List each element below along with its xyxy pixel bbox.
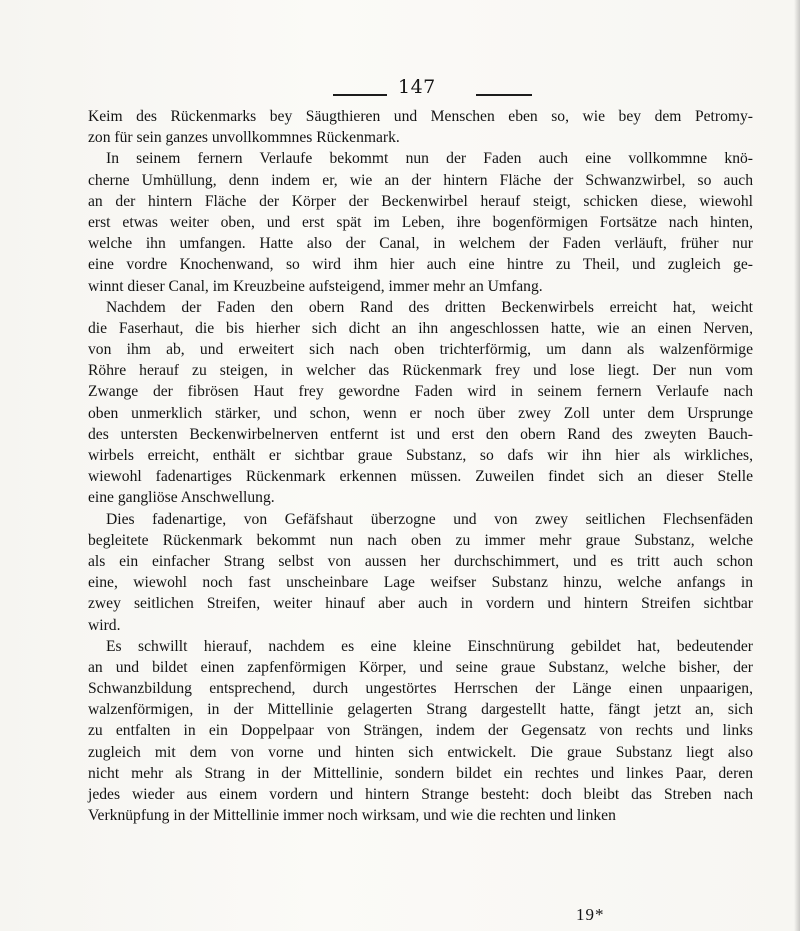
text-line: Es schwillt hierauf, nachdem es eine kleine Einschnürung gebildet hat, bedeutender — [106, 637, 753, 655]
signature-mark: 19* — [576, 905, 605, 924]
text-line: Zwange der fibrösen Haut frey gewordne Faden wird in seinem fernern Verlaufe nach — [88, 383, 753, 401]
text-line: zugleich mit dem von vorne und hinten sich entwickelt. Die graue Substanz liegt also — [88, 743, 753, 761]
page-header — [0, 74, 800, 102]
text-line: Röhre herauf zu steigen, in welcher das Rückenmark frey und lose liegt. Der nun vom — [88, 362, 753, 380]
text-line: von ihm ab, und erweitert sich nach oben trichterförmig, um dann als walzenförmige — [88, 341, 753, 359]
paragraph — [88, 106, 753, 148]
text-line: Dies fadenartige, von Gefäfshaut überzogne und von zwey seitlichen Flechsenfäden — [106, 510, 753, 528]
text-line: an und bildet einen zapfenförmigen Körper, und seine graue Substanz, welche bisher, der — [88, 658, 753, 676]
text-line: zon für sein ganzes unvollkommnes Rückenmark. — [88, 129, 400, 147]
paragraph — [88, 297, 753, 509]
paragraph — [88, 636, 753, 827]
text-line: oben unmerklich stärker, und schon, wenn er noch über zwey Zoll unter dem Ursprunge — [88, 404, 753, 422]
text-line: an der hintern Fläche der Körper der Beckenwirbel herauf steigt, schicken diese, wiewohl — [88, 192, 753, 210]
text-line: eine gangliöse Anschwellung. — [88, 489, 275, 507]
header-rule-left — [333, 94, 387, 96]
text-line: zwey seitlichen Streifen, weiter hinauf aber auch in vordern und hintern Streifen sichtbar — [88, 595, 753, 613]
paragraph — [88, 509, 753, 636]
page-number: 147 — [398, 76, 436, 98]
text-line: jedes wieder aus einem vordern und hintern Strange besteht: doch bleibt das Streben nach — [88, 786, 753, 803]
text-line: eine, wiewohl noch fast unscheinbare Lage weifser Substanz hinzu, welche anfangs in — [88, 574, 753, 592]
text-line: Nachdem der Faden den obern Rand des dritten Beckenwirbels erreicht hat, weicht — [106, 298, 753, 316]
text-line: die Faserhaut, die bis hierher sich dicht an ihn angeschlossen hatte, wie an einen Nerven, — [88, 319, 753, 337]
text-line: welche ihn umfangen. Hatte also der Canal, in welchem der Faden verläuft, früher nur — [88, 235, 753, 253]
text-line: nicht mehr als Strang in der Mittellinie, sondern bildet ein rechtes und linkes Paar, deren — [88, 764, 753, 782]
text-line: begleitete Rückenmark bekommt nun nach oben zu immer mehr graue Substanz, welche — [88, 531, 753, 549]
text-line: Schwanzbildung entsprechend, durch ungestörtes Herrschen der Länge einen unpaarigen, — [88, 680, 753, 698]
text-line: walzenförmigen, in der Mittellinie gelagerten Strang dargestellt hatte, fängt jetzt an, sich — [88, 701, 753, 719]
text-line: erst etwas weiter oben, und erst spät im Leben, ihre bogenförmigen Fortsätze nach hinten, — [88, 213, 753, 231]
text-line: zu entfalten in ein Doppelpaar von Strängen, indem der Gegensatz von rechts und links — [88, 722, 753, 740]
text-line: als ein einfacher Strang selbst von aussen her durchschimmert, und es tritt auch schon — [88, 552, 753, 570]
text-line: wird. — [88, 616, 121, 634]
header-rule-right — [476, 94, 532, 96]
text-line: des untersten Beckenwirbelnerven entfernt ist und erst den obern Rand des zweyten Bauch- — [88, 425, 753, 443]
text-line: wiewohl fadenartiges Rückenmark erkennen müssen. Zuweilen findet sich an dieser Stelle — [88, 468, 753, 486]
text-line: wirbels erreicht, enthält er sichtbar graue Substanz, so dafs wir ihn hier als wirkliches, — [88, 447, 753, 464]
text-line: Verknüpfung in der Mittellinie immer noch wirksam, und wie die rechten und linken — [88, 807, 616, 825]
text-line: eine vordre Knochenwand, so wird ihm hier auch eine hintre zu Theil, und zugleich ge- — [88, 256, 753, 274]
text-line: winnt dieser Canal, im Kreuzbeine aufsteigend, immer mehr an Umfang. — [88, 277, 543, 295]
text-line: Keim des Rückenmarks bey Säugthieren und Menschen eben so, wie bey dem Petromy- — [88, 108, 753, 125]
page-edge-shadow — [794, 0, 800, 931]
text-line: In seinem fernern Verlaufe bekommt nun der Faden auch eine vollkommne knö- — [106, 150, 753, 168]
text-line: cherne Umhüllung, denn indem er, wie an der hintern Fläche der Schwanzwirbel, so auch — [88, 171, 753, 189]
paragraph — [88, 148, 753, 296]
body-text — [88, 106, 753, 826]
